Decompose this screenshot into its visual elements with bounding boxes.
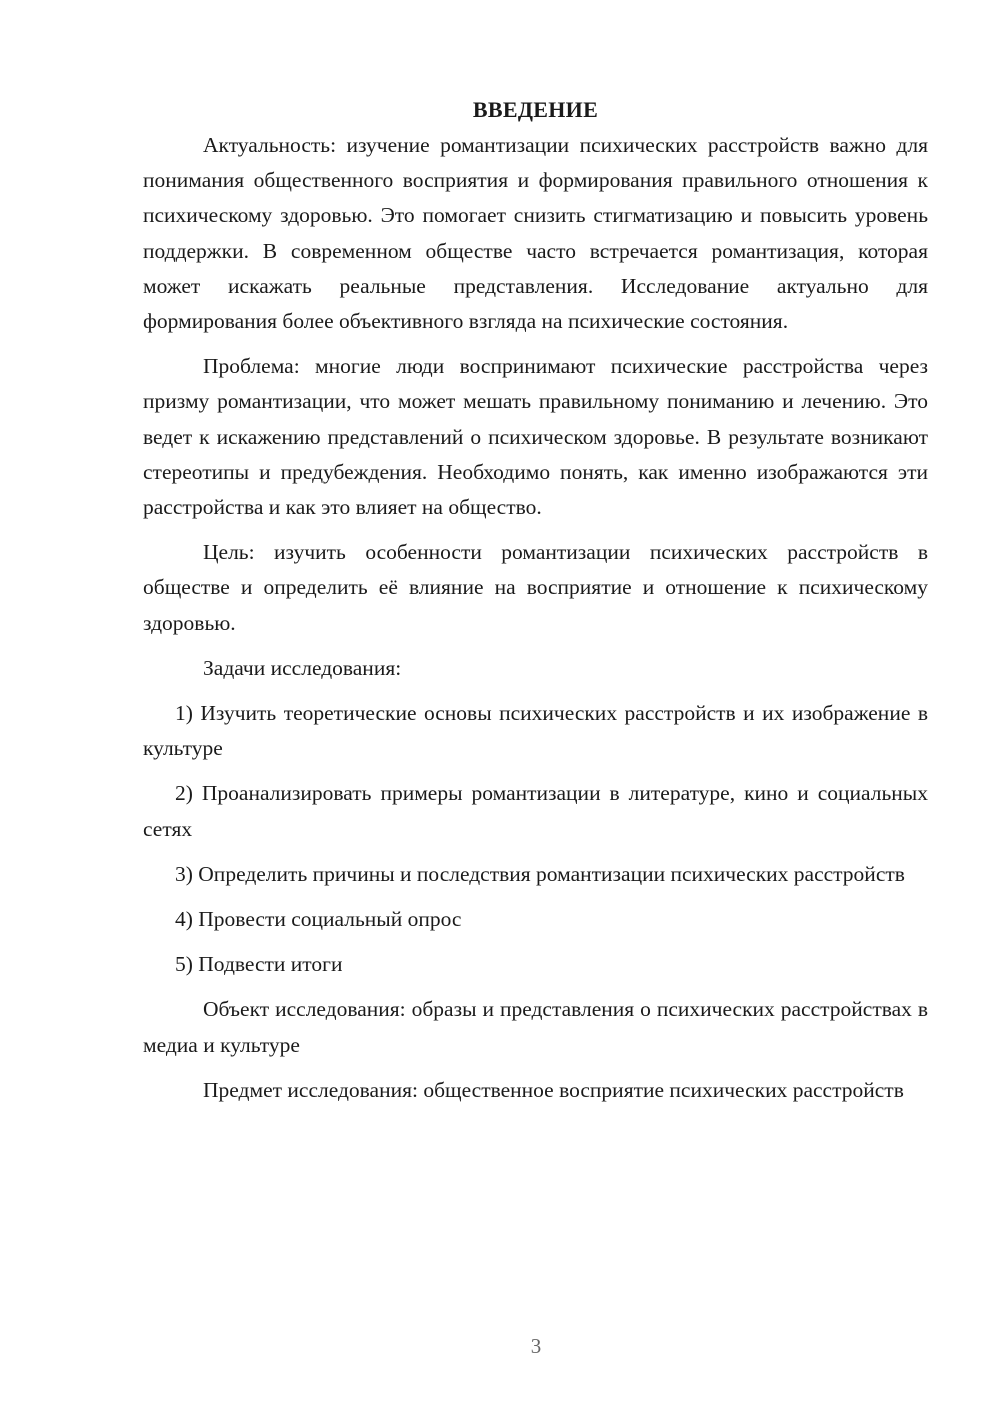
research-object-paragraph: Объект исследования: образы и представления о психических расстройствах в медиа и культуре [143, 997, 928, 1057]
document-page [143, 92, 928, 1118]
section-title: ВВЕДЕНИЕ [472, 97, 599, 122]
problem-paragraph: Проблема: многие люди воспринимают психические расстройства через призму романтизации, что может мешать правильному пониманию и лечению. Это ведет к искажению представлений о психическом здоровье. В результате возникают стереотипы и предубеждения. Необходимо понять, как именно изображаются эти расстройства и как это влияет на общество. [143, 354, 928, 520]
page-number: 3 [530, 1334, 542, 1358]
task-item: 3) Определить причины и последствия романтизации психических расстройств [175, 861, 905, 886]
research-subject-paragraph: Предмет исследования: общественное восприятие психических расстройств [203, 1077, 904, 1102]
relevance-paragraph: Актуальность: изучение романтизации психических расстройств важно для понимания общественного восприятия и формирования правильного отношения к психическому здоровью. Это помогает снизить стигматизацию и повысить уровень поддержки. В современном обществе часто встречается романтизация, которая может искажать реальные представления. Исследование актуально для формирования более объективного взгляда на психические состояния. [143, 133, 928, 334]
task-item: 4) Провести социальный опрос [175, 907, 462, 932]
goal-paragraph: Цель: изучить особенности романтизации психических расстройств в обществе и определить её влияние на восприятие и отношение к психическому здоровью. [143, 540, 928, 635]
task-item: 1) Изучить теоретические основы психических расстройств и их изображение в культуре [143, 701, 928, 761]
task-item: 5) Подвести итоги [175, 952, 343, 977]
task-item: 2) Проанализировать примеры романтизации в литературе, кино и социальных сетях [143, 781, 928, 841]
tasks-heading: Задачи исследования: [203, 655, 402, 680]
